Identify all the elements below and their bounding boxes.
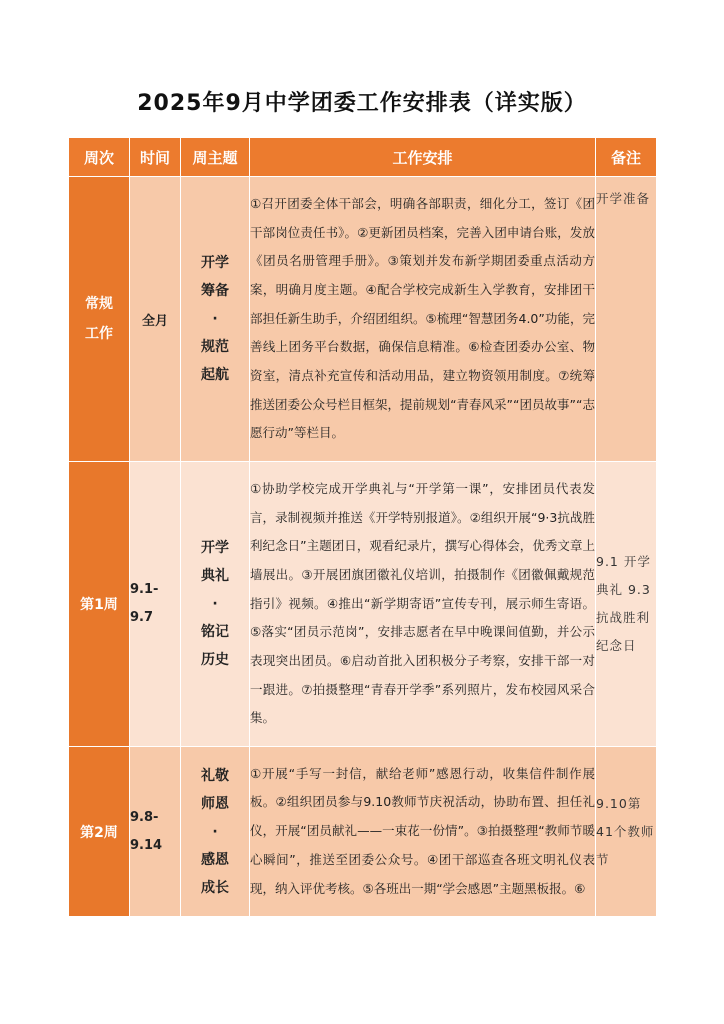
header-note: 备注: [596, 138, 657, 177]
page-title: 2025年9月中学团委工作安排表（详实版）: [137, 91, 587, 116]
theme-line: 历史: [201, 652, 229, 668]
note-cell: 9.1 开学典礼 9.3 抗战胜利纪念日: [596, 462, 657, 747]
week-label-line: 常规: [85, 296, 113, 312]
week-label-line: 第1周: [80, 597, 118, 613]
theme-cell: [181, 462, 250, 747]
theme-line: ·: [212, 311, 218, 327]
theme-line: 开学: [201, 255, 229, 271]
header-theme: 周主题: [181, 138, 250, 177]
theme-line: 规范: [201, 339, 229, 355]
tasks-cell: ①协助学校完成开学典礼与“开学第一课”，安排团员代表发言，录制视频并推送《开学特别报道》。②组织开展“9·3抗战胜利纪念日”主题团日，观看纪录片，撰写心得体会，优秀文章上墙展出。③开展团旗团徽礼仪培训，拍摄制作《团徽佩戴规范指引》视频。④推出“新学期寄语”宣传专刊，展示师生寄语。⑤落实“团员示范岗”，安排志愿者在早中晚课间值勤，并公示表现突出团员。⑥启动首批入团积极分子考察，安排干部一对一跟进。⑦拍摄整理“青春开学季”系列照片，发布校园风采合集。: [250, 462, 596, 747]
theme-line: 起航: [201, 367, 229, 383]
theme-line: 典礼: [201, 568, 229, 584]
note-cell: 开学准备: [596, 177, 657, 462]
table-row: [69, 747, 657, 917]
header-time: 时间: [130, 138, 181, 177]
time-cell: 9.1-9.7: [130, 462, 181, 747]
time-cell: 全月: [130, 177, 181, 462]
theme-line: 开学: [201, 540, 229, 556]
time-cell: 9.8-9.14: [130, 747, 181, 917]
theme-line: 礼敬: [201, 767, 229, 784]
week-cell: [69, 747, 130, 917]
theme-cell: [181, 747, 250, 917]
theme-cell: [181, 177, 250, 462]
theme-line: ·: [212, 823, 218, 840]
header-week: 周次: [69, 138, 130, 177]
header-tasks: 工作安排: [250, 138, 596, 177]
week-label-line: 工作: [85, 326, 113, 342]
theme-line: 铭记: [201, 624, 229, 640]
note-cell: 9.10第41个教师节: [596, 747, 657, 917]
tasks-cell: ①开展“手写一封信，献给老师”感恩行动，收集信件制作展板。②组织团员参与9.10教师节庆祝活动，协助布置、担任礼仪，开展“团员献礼——一束花一份情”。③拍摄整理“教师节暖心瞬间”，推送至团委公众号。④团干部巡查各班文明礼仪表现，纳入评优考核。⑤各班出一期“学会感恩”主题黑板报。⑥: [250, 747, 596, 917]
theme-line: 师恩: [201, 795, 229, 812]
table-row: [69, 462, 657, 747]
schedule-table: [68, 137, 657, 917]
table-header-row: [69, 138, 657, 177]
week-cell: [69, 462, 130, 747]
table-row: [69, 177, 657, 462]
theme-line: 成长: [201, 879, 229, 896]
theme-line: 筹备: [201, 283, 229, 299]
theme-line: ·: [212, 596, 218, 612]
week-cell: [69, 177, 130, 462]
theme-line: 感恩: [201, 851, 229, 868]
week-label-line: 第2周: [80, 824, 118, 841]
tasks-cell: ①召开团委全体干部会，明确各部职责，细化分工，签订《团干部岗位责任书》。②更新团员档案，完善入团申请台账，发放《团员名册管理手册》。③策划并发布新学期团委重点活动方案，明确月度主题。④配合学校完成新生入学教育，安排团干部担任新生助手，介绍团组织。⑤梳理“智慧团务4.0”功能，完善线上团务平台数据，确保信息精准。⑥检查团委办公室、物资室，清点补充宣传和活动用品，建立物资领用制度。⑦统筹推送团委公众号栏目框架，提前规划“青春风采”“团员故事”“志愿行动”等栏目。: [250, 177, 596, 462]
